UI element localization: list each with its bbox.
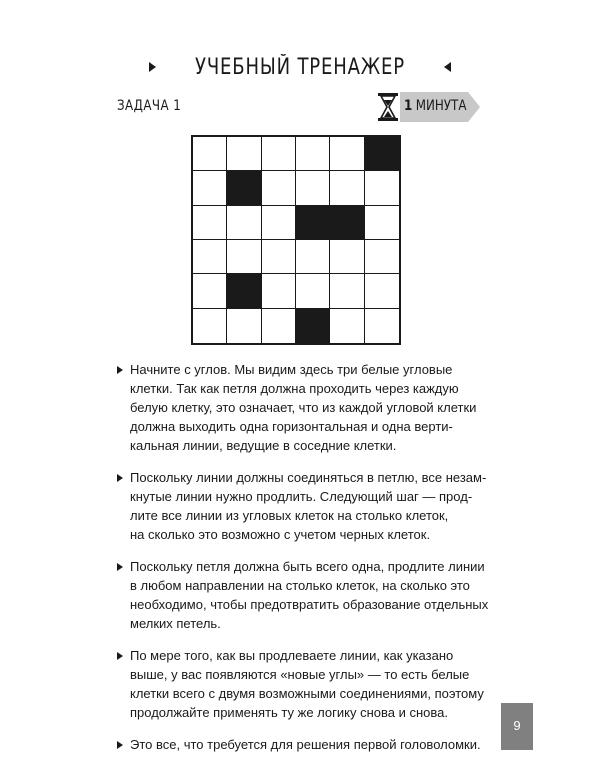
bullet-triangle-icon xyxy=(117,474,123,482)
white-cell xyxy=(365,171,399,205)
bullet-triangle-icon xyxy=(117,366,123,374)
instruction-line: лите все линии из угловых клеток на столько клеток, xyxy=(130,508,449,523)
white-cell xyxy=(262,274,296,308)
black-cell xyxy=(365,137,399,171)
white-cell xyxy=(365,206,399,240)
white-cell xyxy=(193,137,227,171)
white-cell xyxy=(365,274,399,308)
timer-badge xyxy=(376,92,480,122)
white-cell xyxy=(330,171,364,205)
instruction-line: кнутые линии нужно продлить. Следующий шаг — прод- xyxy=(130,489,473,504)
white-cell xyxy=(193,171,227,205)
instruction-item xyxy=(117,360,497,455)
instruction-line: Поскольку петля должна быть всего одна, продлите линии xyxy=(130,559,485,574)
black-cell xyxy=(296,206,330,240)
timer-unit: МИНУТА xyxy=(415,98,467,114)
instruction-line: в любом направлении на столько клеток, на сколько это xyxy=(130,578,470,593)
instruction-line: клетки всего с двумя возможными соединениями, поэтому xyxy=(130,686,484,701)
white-cell xyxy=(227,240,261,274)
white-cell xyxy=(193,206,227,240)
timer-number: 1 xyxy=(404,98,413,114)
instruction-line: мелких петель. xyxy=(130,616,221,631)
white-cell xyxy=(296,137,330,171)
black-cell xyxy=(227,274,261,308)
instruction-item xyxy=(117,468,497,544)
instruction-line: По мере того, как вы продлеваете линии, как указано xyxy=(130,648,454,663)
white-cell xyxy=(227,309,261,343)
white-cell xyxy=(365,309,399,343)
white-cell xyxy=(262,309,296,343)
page-header xyxy=(0,47,600,87)
instruction-line: Начните с углов. Мы видим здесь три белые угловые xyxy=(130,362,453,377)
triangle-left-icon xyxy=(444,62,451,72)
instruction-line: продолжайте применять ту же логику снова и снова. xyxy=(130,705,448,720)
black-cell xyxy=(296,309,330,343)
white-cell xyxy=(296,171,330,205)
white-cell xyxy=(262,137,296,171)
bullet-triangle-icon xyxy=(117,563,123,571)
timer-label xyxy=(404,98,466,114)
white-cell xyxy=(262,206,296,240)
white-cell xyxy=(193,274,227,308)
instruction-line: Поскольку линии должны соединяться в петлю, все незам- xyxy=(130,470,487,485)
white-cell xyxy=(296,274,330,308)
white-cell xyxy=(330,137,364,171)
instruction-line: Это все, что требуется для решения первой головоломки. xyxy=(130,737,481,752)
black-cell xyxy=(330,206,364,240)
instruction-line: должна выходить одна горизонтальная и одна верти- xyxy=(130,419,453,434)
white-cell xyxy=(227,137,261,171)
page-title: УЧЕБНЫЙ ТРЕНАЖЕР xyxy=(195,54,405,80)
instruction-line: выше, у вас появляются «новые углы» — то есть белые xyxy=(130,667,470,682)
page-number: 9 xyxy=(501,703,533,750)
bullet-triangle-icon xyxy=(117,741,123,749)
instruction-line: необходимо, чтобы предотвратить образование отдельных xyxy=(130,597,489,612)
white-cell xyxy=(262,240,296,274)
bullet-triangle-icon xyxy=(117,652,123,660)
white-cell xyxy=(330,309,364,343)
puzzle-grid xyxy=(191,135,401,345)
white-cell xyxy=(330,240,364,274)
white-cell xyxy=(296,240,330,274)
instruction-item xyxy=(117,557,497,633)
task-label: ЗАДАЧА 1 xyxy=(117,98,182,114)
triangle-right-icon xyxy=(149,62,156,72)
white-cell xyxy=(330,274,364,308)
instruction-item xyxy=(117,735,497,754)
instruction-line: на сколько это возможно с учетом черных клеток. xyxy=(130,527,431,542)
instruction-line: белую клетку, это означает, что из каждой угловой клетки xyxy=(130,400,477,415)
white-cell xyxy=(193,240,227,274)
white-cell xyxy=(193,309,227,343)
instruction-line: клетки. Так как петля должна проходить через каждую xyxy=(130,381,459,396)
white-cell xyxy=(262,171,296,205)
white-cell xyxy=(365,240,399,274)
white-cell xyxy=(227,206,261,240)
instruction-list xyxy=(117,360,497,767)
black-cell xyxy=(227,171,261,205)
instruction-item xyxy=(117,646,497,722)
instruction-line: кальная линии, ведущие в соседние клетки. xyxy=(130,438,397,453)
